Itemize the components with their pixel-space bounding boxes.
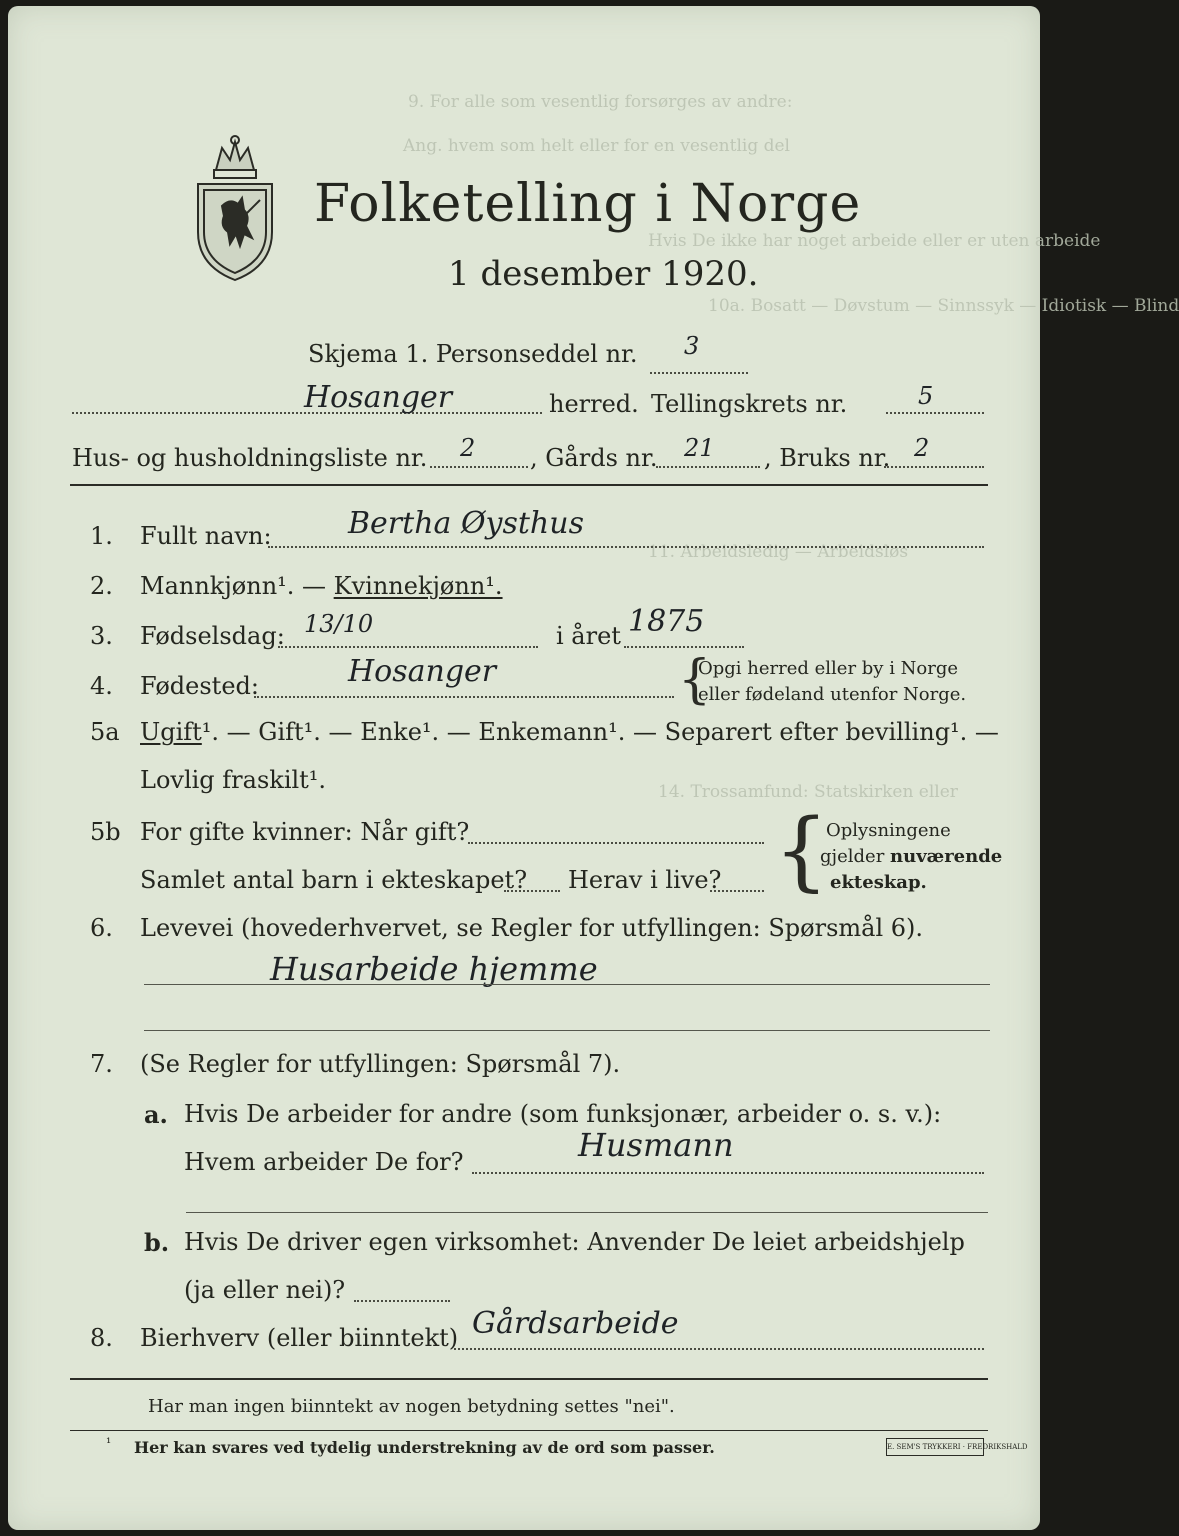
gender-male-option[interactable]: Mannkjønn¹. — [140, 572, 334, 600]
full-name-value[interactable]: Bertha Øysthus [348, 506, 584, 541]
question-number: 1. [90, 522, 113, 550]
bleed-through-line: 14. Trossamfund: Statskirken eller [658, 782, 958, 802]
tellingskrets-label: Tellingskrets nr. [651, 390, 848, 418]
children-alive-label: Herav i live? [568, 866, 722, 894]
marital-ugift-option[interactable]: Ugift [140, 718, 202, 746]
dotted-line [884, 466, 984, 468]
dotted-line [886, 412, 984, 414]
q7b-label: Hvis De driver egen virksomhet: Anvender De leiet arbeidshjelp [184, 1228, 965, 1256]
q7-label: (Se Regler for utfyllingen: Spørsmål 7). [140, 1050, 621, 1078]
birthplace-value[interactable]: Hosanger [348, 654, 497, 689]
birthplace-note: eller fødeland utenfor Norge. [698, 684, 967, 705]
dotted-line [354, 1300, 450, 1302]
secondary-income-value[interactable]: Gårdsarbeide [472, 1306, 679, 1341]
sub-question-letter: a. [144, 1100, 168, 1129]
printer-stamp: E. SEM'S TRYKKERI · FREDRIKSHALD [886, 1438, 984, 1456]
gender-female-option[interactable]: Kvinnekjønn¹. [333, 572, 503, 600]
occupation-label: Levevei (hovederhvervet, se Regler for utfyllingen: Spørsmål 6). [140, 914, 924, 942]
note-brace: { [774, 801, 829, 901]
dotted-line [656, 466, 760, 468]
marital-status-options [140, 718, 999, 746]
bleed-through-line: 11. Arbeidsledig — Arbeidsløs [648, 542, 909, 562]
herred-label: herred. [549, 390, 639, 418]
bleed-through-line: Ang. hvem som helt eller for en vesentlig del [403, 136, 790, 156]
question-number: 8. [90, 1324, 113, 1352]
bruks-number[interactable]: 2 [914, 434, 930, 462]
marriage-note: ekteskap. [830, 872, 927, 893]
question-number: 7. [90, 1050, 113, 1078]
employer-value[interactable]: Husmann [578, 1126, 734, 1164]
question-number: 5a [90, 718, 120, 746]
norwegian-coat-of-arms-icon [186, 134, 284, 284]
gender-options [140, 572, 503, 600]
birthplace-note: Opgi herred eller by i Norge [698, 658, 959, 679]
marital-other-options[interactable]: ¹. — Gift¹. — Enke¹. — Enkemann¹. — Separert efter bevilling¹. — [201, 718, 999, 746]
children-count-label: Samlet antal barn i ekteskapet? [140, 866, 528, 894]
note-brace: { [678, 650, 712, 710]
husholdningsliste-label: Hus- og husholdningsliste nr. [72, 444, 428, 472]
dotted-line [278, 646, 538, 648]
dotted-line [254, 696, 674, 698]
marital-divorced-option[interactable]: Lovlig fraskilt¹. [140, 766, 327, 794]
dotted-line [430, 466, 528, 468]
question-number: 4. [90, 672, 113, 700]
answer-line [144, 984, 990, 985]
personseddel-number[interactable]: 3 [684, 332, 700, 360]
birthdate-value[interactable]: 13/10 [304, 610, 374, 638]
footnote-mark: ¹ [106, 1436, 112, 1451]
section-divider [70, 1378, 988, 1380]
birthplace-label: Fødested: [140, 672, 259, 700]
hired-help-label: (ja eller nei)? [184, 1276, 346, 1304]
marriage-note: Oplysningene [826, 820, 951, 841]
dotted-line [454, 1348, 984, 1350]
husholdningsliste-number[interactable]: 2 [460, 434, 476, 462]
answer-line [144, 1030, 990, 1031]
birthdate-label: Fødselsdag: [140, 622, 285, 650]
sub-question-letter: b. [144, 1228, 170, 1257]
dotted-line [468, 842, 764, 844]
section-divider [70, 1430, 988, 1431]
dotted-line [650, 372, 748, 374]
employer-label: Hvem arbeider De for? [184, 1148, 464, 1176]
question-number: 5b [90, 818, 121, 846]
q7a-label: Hvis De arbeider for andre (som funksjonær, arbeider o. s. v.): [184, 1100, 942, 1128]
marriage-note: gjelder nuværende [820, 846, 1003, 867]
bleed-through-line: 10a. Bosatt — Døvstum — Sinnssyk — Idiotisk — Blind [708, 296, 1179, 316]
answer-line [186, 1212, 988, 1213]
full-name-label: Fullt navn: [140, 522, 272, 550]
birth-year-label: i året [556, 622, 621, 650]
dotted-line [624, 646, 744, 648]
gards-label: , Gårds nr. [530, 444, 658, 472]
dotted-line [268, 546, 984, 548]
schema-label: Skjema 1. Personseddel nr. [308, 340, 638, 368]
dotted-line [472, 1172, 984, 1174]
dotted-line [504, 890, 560, 892]
question-number: 2. [90, 572, 113, 600]
dotted-line [710, 890, 764, 892]
census-date: 1 desember 1920. [448, 254, 759, 294]
question-number: 6. [90, 914, 113, 942]
section-divider [70, 484, 988, 486]
married-when-label: For gifte kvinner: Når gift? [140, 818, 470, 846]
birth-year-value[interactable]: 1875 [628, 604, 705, 639]
bruks-label: , Bruks nr. [764, 444, 891, 472]
footer-note: Har man ingen biinntekt av nogen betydning settes "nei". [148, 1396, 675, 1417]
herred-value[interactable]: Hosanger [304, 380, 453, 415]
census-form-sheet [8, 6, 1179, 1530]
secondary-income-label: Bierhverv (eller biinntekt) [140, 1324, 459, 1352]
tellingskrets-number[interactable]: 5 [918, 382, 934, 410]
footnote: Her kan svares ved tydelig understrekning av de ord som passer. [134, 1438, 715, 1457]
bleed-through-line: 9. For alle som vesentlig forsørges av andre: [408, 92, 793, 112]
occupation-value[interactable]: Husarbeide hjemme [270, 950, 598, 988]
question-number: 3. [90, 622, 113, 650]
page-title: Folketelling i Norge [314, 174, 862, 234]
bleed-through-line: Hvis De ikke har noget arbeide eller er uten arbeide [648, 231, 1101, 251]
gards-number[interactable]: 21 [684, 434, 715, 462]
